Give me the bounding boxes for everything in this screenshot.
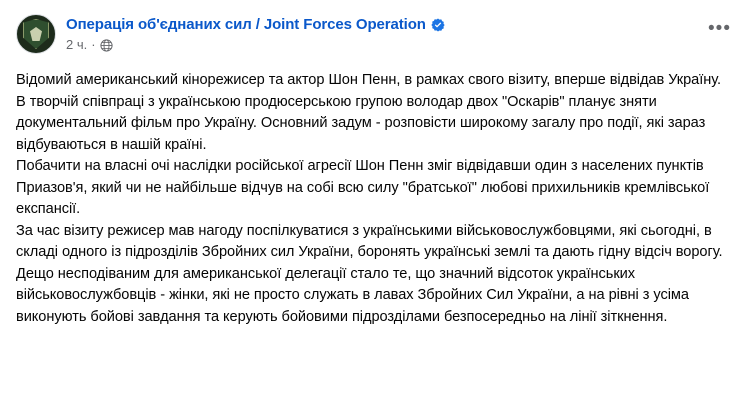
post-body xyxy=(16,70,737,328)
post-paragraph: За час візиту режисер мав нагоду поспілкуватися з українськими військовослужбовцями, які сьогодні, в складі одного із підрозділів Збройних сил України, боронять українські землі та дають гідну відсіч ворогу. xyxy=(16,222,723,260)
page-name-link[interactable]: Операція об'єднаних сил / Joint Forces Operation xyxy=(66,16,426,33)
meta-separator: · xyxy=(91,37,96,52)
post-options-button[interactable]: ••• xyxy=(708,18,731,39)
post-timestamp[interactable]: 2 ч. xyxy=(66,37,88,52)
globe-icon[interactable] xyxy=(100,39,113,52)
post-header xyxy=(16,14,737,58)
post-meta-row xyxy=(66,37,445,53)
verified-badge-icon xyxy=(431,18,445,32)
military-emblem-icon xyxy=(23,19,49,49)
post-paragraph: Побачити на власні очі наслідки російської агресії Шон Пенн зміг відвідавши один з населених пунктів Приазов'я, який чи не найбільше відчув на собі всю силу "братської" любові прихильників кремлівської експансії. xyxy=(16,158,710,217)
page-name-row xyxy=(66,15,445,34)
post-paragraph: Відомий американський кінорежисер та актор Шон Пенн, в рамках свого візиту, вперше відвідав Україну. xyxy=(16,72,722,88)
post-paragraph: В творчій співпраці з українською продюсерською групою володар двох "Оскарів" планує зняти документальний фільм про Україну. Основний задум - розповісти широкому загалу про події, які зараз відбуваються в нашій країні. xyxy=(16,93,706,153)
emblem-inner-shape xyxy=(30,27,42,41)
page-avatar[interactable] xyxy=(16,14,56,54)
post-paragraph: Дещо несподіваним для американської делегації стало те, що значний відсоток українських військовослужбовців - жінки, які не просто служать в лавах Збройних Сил України, а на рівні з усіма виконують бойові завдання та керують бойовими підрозділами безпосередньо на лінії зіткнення. xyxy=(16,265,689,325)
post-header-text xyxy=(66,14,445,53)
